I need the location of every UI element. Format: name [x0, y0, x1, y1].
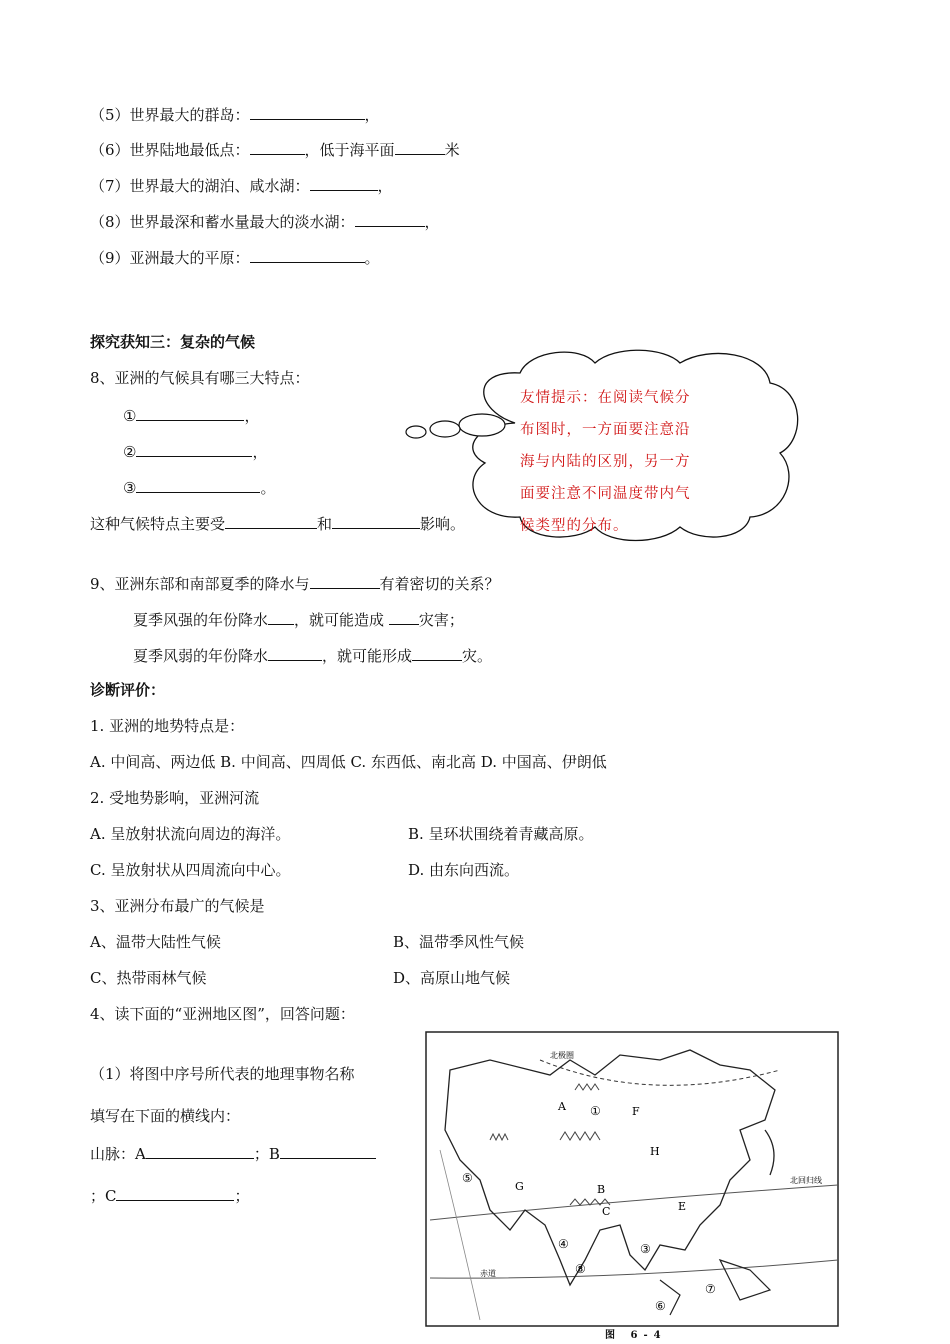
- climate-item-1: ① ，: [123, 404, 259, 426]
- map-label-f: F: [632, 1105, 640, 1118]
- answer-blank[interactable]: [310, 572, 380, 589]
- question-9: （9）亚洲最大的平原： 。: [90, 246, 380, 268]
- diagnosis-q1: 1. 亚洲的地势特点是：: [90, 717, 245, 735]
- diagnosis-q2: 2. 受地势影响，亚洲河流: [90, 789, 260, 807]
- asia-map-drawing: [420, 1030, 845, 1330]
- answer-blank[interactable]: [136, 404, 244, 421]
- answer-blank[interactable]: [268, 644, 322, 661]
- answer-blank[interactable]: [412, 644, 462, 661]
- answer-blank[interactable]: [136, 476, 260, 493]
- monsoon-strong: 夏季风强的年份降水 ，就可能造成 灾害；: [133, 608, 464, 630]
- answer-blank-a[interactable]: [146, 1142, 254, 1159]
- q4-instruction-1: （1）将图中序号所代表的地理事物名称: [90, 1065, 355, 1083]
- answer-blank[interactable]: [389, 608, 419, 625]
- map-number-5: ⑤: [462, 1171, 473, 1185]
- question-8: （8）世界最深和蓄水量最大的淡水湖： ，: [90, 210, 440, 232]
- map-number-7: ⑦: [705, 1282, 716, 1296]
- map-arctic-label: 北极圈: [550, 1051, 574, 1060]
- map-label-h: H: [650, 1145, 660, 1158]
- option-d[interactable]: D. 由东向西流。: [408, 861, 520, 879]
- question-6: （6）世界陆地最低点： ，低于海平面 米: [90, 138, 460, 160]
- answer-blank[interactable]: [250, 138, 305, 155]
- option-a[interactable]: A、温带大陆性气候: [90, 933, 221, 951]
- map-label-e: E: [678, 1200, 687, 1213]
- option-c[interactable]: C、热带雨林气候: [90, 969, 207, 987]
- answer-blank-c[interactable]: [116, 1184, 234, 1201]
- question-7: （7）世界最大的湖泊、咸水湖： ，: [90, 174, 393, 196]
- climate-question-title: 8、亚洲的气候具有哪三大特点：: [90, 369, 310, 387]
- map-number-8: ⑧: [575, 1262, 586, 1276]
- map-caption: 图 6-4: [605, 1330, 667, 1341]
- map-equator-label: 赤道: [480, 1269, 496, 1278]
- climate-influence: 这种气候特点主要受 和 影响。: [90, 512, 465, 534]
- diagnosis-q3: 3、亚洲分布最广的气候是: [90, 897, 265, 915]
- question-5: （5）世界最大的群岛： ，: [90, 103, 380, 125]
- answer-blank-b[interactable]: [280, 1142, 376, 1159]
- map-number-6: ⑥: [655, 1299, 666, 1313]
- diagnosis-heading: 诊断评价：: [90, 681, 166, 699]
- mountains-line: 山脉：A ；B: [90, 1142, 376, 1164]
- option-d[interactable]: D、高原山地气候: [393, 969, 511, 987]
- mountains-line-2: ；C ；: [90, 1184, 250, 1206]
- climate-item-2: ② ，: [123, 440, 267, 462]
- answer-blank[interactable]: [310, 174, 378, 191]
- option-a[interactable]: A. 呈放射状流向周边的海洋。: [90, 825, 291, 843]
- map-label-c: C: [602, 1205, 611, 1218]
- monsoon-question: 9、亚洲东部和南部夏季的降水与 有着密切的关系？: [90, 572, 500, 594]
- map-number-4: ④: [558, 1237, 569, 1251]
- diagnosis-q1-options: A. 中间高、两边低 B. 中间高、四周低 C. 东西低、南北高 D. 中国高、伊朗低: [90, 753, 607, 771]
- climate-item-3: ③ 。: [123, 476, 275, 498]
- map-label-b: B: [597, 1183, 606, 1196]
- answer-blank[interactable]: [355, 210, 425, 227]
- asia-map: [420, 1030, 845, 1330]
- section-heading: 探究获知三：复杂的气候: [90, 333, 256, 351]
- answer-blank[interactable]: [136, 440, 252, 457]
- q4-instruction-2: 填写在下面的横线内：: [90, 1107, 241, 1125]
- monsoon-weak: 夏季风弱的年份降水 ，就可能形成 灾。: [133, 644, 492, 666]
- map-number-1: ①: [590, 1104, 601, 1118]
- option-c[interactable]: C. 呈放射状从四周流向中心。: [90, 861, 291, 879]
- answer-blank[interactable]: [395, 138, 445, 155]
- map-number-3: ③: [640, 1242, 651, 1256]
- map-label-g: G: [515, 1180, 524, 1193]
- map-label-a: A: [558, 1100, 566, 1113]
- map-tropic-label: 北回归线: [790, 1176, 822, 1185]
- option-b[interactable]: B、温带季风性气候: [393, 933, 525, 951]
- answer-blank[interactable]: [250, 103, 365, 120]
- friendly-tip: 友情提示：在阅读气候分 布图时，一方面要注意沿 海与内陆的区别，另一方 面要注意不同温度带内气 候类型的分布。: [520, 390, 691, 534]
- answer-blank[interactable]: [268, 608, 294, 625]
- diagnosis-q4: 4、读下面的“亚洲地区图”，回答问题：: [90, 1005, 355, 1023]
- option-b[interactable]: B. 呈环状围绕着青藏高原。: [408, 825, 594, 843]
- answer-blank[interactable]: [250, 246, 365, 263]
- answer-blank[interactable]: [225, 512, 317, 529]
